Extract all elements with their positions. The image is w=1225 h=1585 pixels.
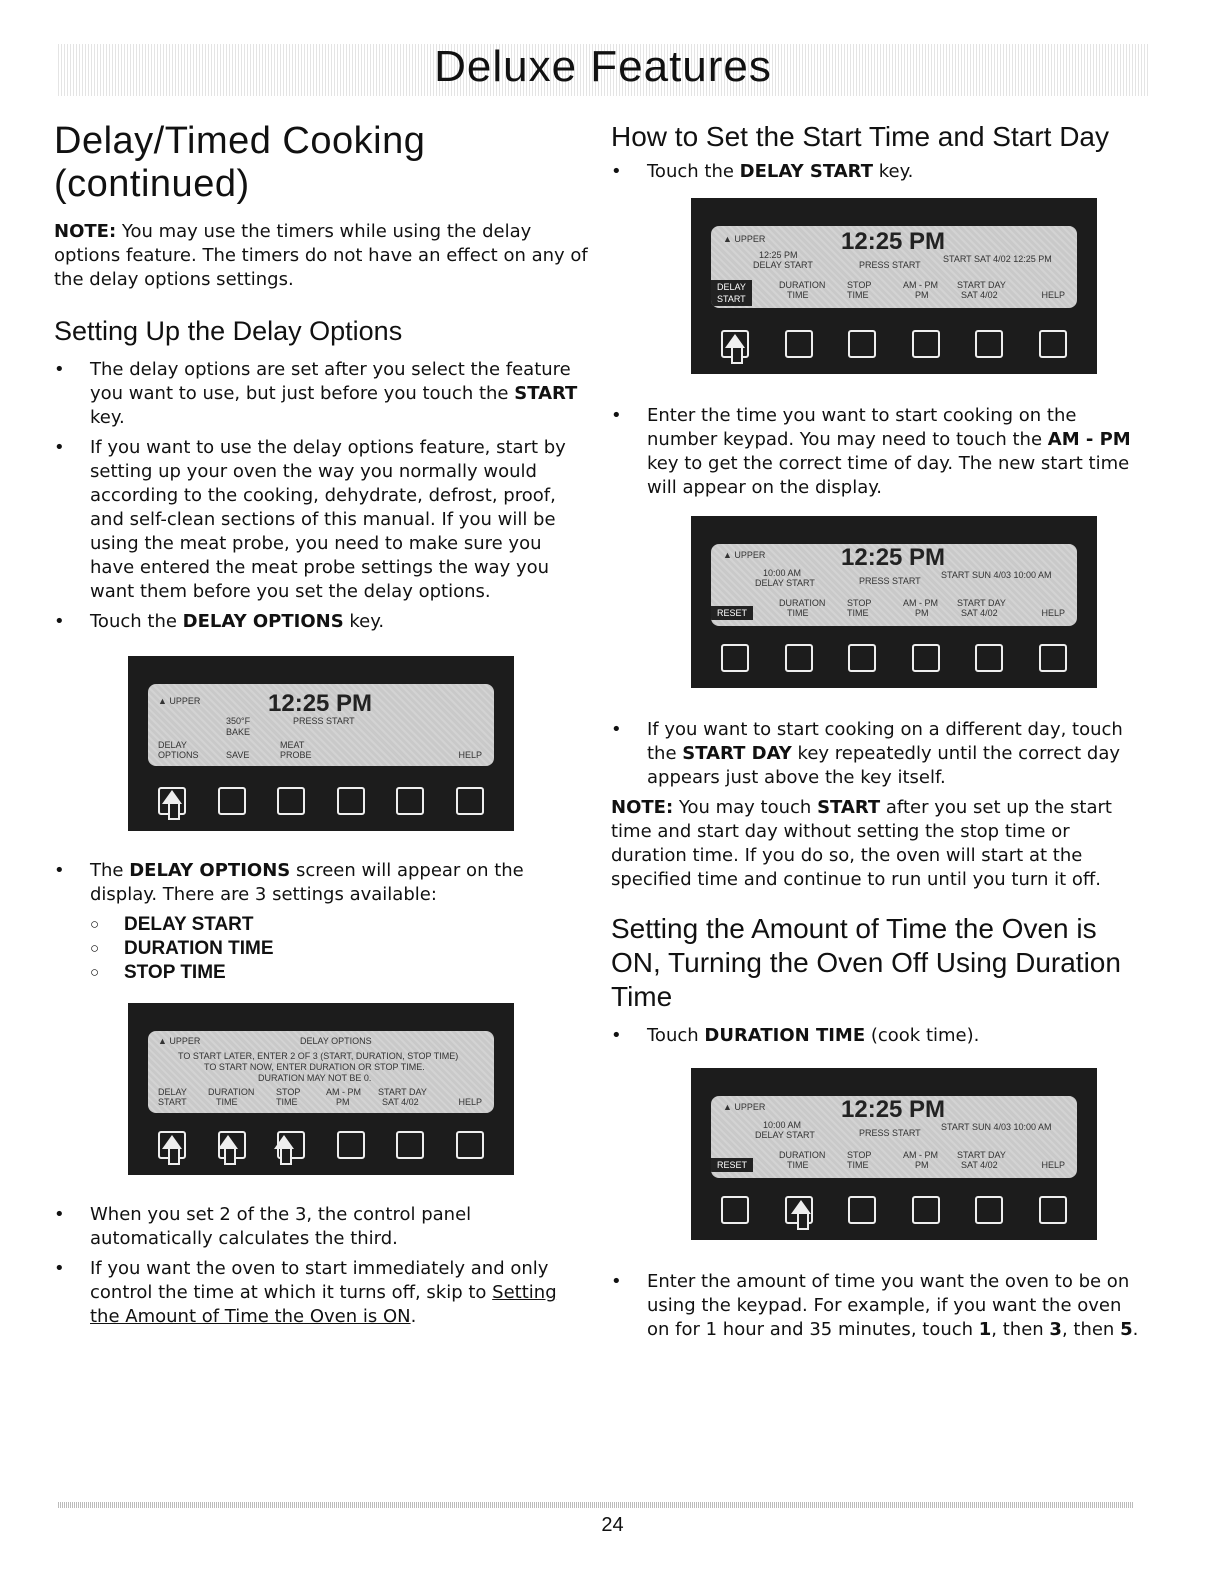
sub-stop-time: ○ STOP TIME [54, 961, 589, 985]
soft-key-1[interactable] [721, 644, 749, 672]
soft-key-6[interactable] [456, 787, 484, 815]
pointer-arrow-icon [218, 1135, 238, 1149]
bullet-3: • Touch the DELAY OPTIONS key. [54, 610, 589, 634]
right-column [611, 120, 1141, 1348]
bullet-6: • If you want the oven to start immediately and only control the time at which it turns off, skip to Setting the Amount of Time the Oven is ON. [54, 1257, 589, 1329]
note-paragraph: NOTE: You may use the timers while using the delay options feature. The timers do not have an effect on any of the delay options settings. [54, 221, 588, 290]
soft-key-4[interactable] [912, 330, 940, 358]
soft-key-5[interactable] [975, 644, 1003, 672]
page-banner [58, 44, 1148, 96]
left-column [54, 120, 589, 1335]
sub-duration-time: ○ DURATION TIME [54, 937, 589, 961]
lcd-screen: ▲ UPPER 12:25 PM 350°F BAKE PRESS START DELAY OPTIONS SAVE MEAT PROBE HELP [148, 684, 494, 766]
soft-key-2[interactable] [218, 787, 246, 815]
soft-key-2[interactable] [785, 330, 813, 358]
keypad-row [721, 1196, 1067, 1226]
soft-key-5[interactable] [396, 1131, 424, 1159]
soft-key-2[interactable] [785, 644, 813, 672]
display-start-time-entered [691, 516, 1097, 688]
keypad-row [158, 1131, 484, 1161]
bullet-r3: • If you want to start cooking on a different day, touch the START DAY key repeatedly until the correct day appears just above the key itself. [611, 718, 1141, 790]
soft-key-4[interactable] [337, 1131, 365, 1159]
keypad-row [158, 787, 484, 817]
lcd-screen: ▲ UPPER DELAY OPTIONS TO START LATER, ENTER 2 OF 3 (START, DURATION, STOP TIME) TO START NOW, ENTER DURATION OR STOP TIME. DURATION MAY NOT BE 0. DELAY START DURATION TIME STOP TIME AM - PM PM START DAY SAT 4/02 HELP [148, 1031, 494, 1113]
bullet-r5: • Enter the amount of time you want the oven to be on using the keypad. For example, if you want the oven on for 1 hour and 35 minutes, touch 1, then 3, then 5. [611, 1270, 1141, 1342]
left-title: Delay/Timed Cooking (continued) [54, 120, 426, 205]
banner-title: Deluxe Features [434, 42, 772, 91]
note-right: NOTE: You may touch START after you set up the start time and start day without setting the stop time or duration time. If you do so, the oven will start at the specified time and continue to run until you turn it off. [611, 797, 1112, 890]
soft-key-5[interactable] [975, 1196, 1003, 1224]
bullet-r4: • Touch DURATION TIME (cook time). [611, 1024, 1141, 1048]
pointer-arrow-icon [162, 1135, 182, 1149]
page-number: 24 [601, 1514, 624, 1536]
section-duration: Setting the Amount of Time the Oven is ON, Turning the Oven Off Using Duration Time [611, 913, 1121, 1012]
bullet-2: • If you want to use the delay options feature, start by setting up your oven the way you normally would according to the cooking, dehydrate, defrost, proof, and self-clean sections of this manual. If you will be using the meat probe, you need to make sure you have entered the meat probe settings the way you want them before you set the delay options. [54, 436, 589, 604]
keypad-row [721, 644, 1067, 674]
soft-key-3[interactable] [848, 1196, 876, 1224]
lcd-screen: ▲ UPPER 12:25 PM 10:00 AM DELAY START PRESS START START SUN 4/03 10:00 AM RESET DURATION TIME STOP TIME AM - PM PM START DAY SAT 4/02 HELP [711, 1096, 1077, 1178]
bullet-1: • The delay options are set after you select the feature you want to use, but just before you touch the START key. [54, 358, 589, 430]
section-setting-up: Setting Up the Delay Options [54, 316, 403, 346]
pointer-arrow-icon [274, 1135, 294, 1149]
display-duration-key [691, 1068, 1097, 1240]
soft-key-4[interactable] [912, 1196, 940, 1224]
soft-key-6[interactable] [1039, 644, 1067, 672]
soft-key-6[interactable] [456, 1131, 484, 1159]
link-setting-amount[interactable]: Setting the Amount of Time the Oven is ON [90, 1282, 557, 1327]
soft-key-5[interactable] [396, 787, 424, 815]
soft-key-3[interactable] [848, 644, 876, 672]
soft-key-4[interactable] [337, 787, 365, 815]
pointer-arrow-icon [725, 334, 745, 348]
bullet-4: • The DELAY OPTIONS screen will appear on the display. There are 3 settings available: [54, 859, 589, 907]
soft-key-6[interactable] [1039, 330, 1067, 358]
sub-delay-start: ○ DELAY START [54, 913, 589, 937]
footer-rule [58, 1502, 1134, 1508]
soft-key-6[interactable] [1039, 1196, 1067, 1224]
keypad-row [721, 330, 1067, 360]
bullet-r2: • Enter the time you want to start cooking on the number keypad. You may need to touch the AM - PM key to get the correct time of day. The new start time will appear on the display. [611, 404, 1141, 500]
lcd-screen: ▲ UPPER 12:25 PM 12:25 PM DELAY START PRESS START START SAT 4/02 12:25 PM DELAY START DURATION TIME STOP TIME AM - PM PM START DAY SAT 4/02 HELP [711, 226, 1077, 308]
soft-key-3[interactable] [848, 330, 876, 358]
bullet-r1: • Touch the DELAY START key. [611, 160, 1141, 184]
right-title: How to Set the Start Time and Start Day [611, 121, 1109, 152]
soft-key-4[interactable] [912, 644, 940, 672]
lcd-screen: ▲ UPPER 12:25 PM 10:00 AM DELAY START PRESS START START SUN 4/03 10:00 AM RESET DURATION TIME STOP TIME AM - PM PM START DAY SAT 4/02 HELP [711, 544, 1077, 626]
soft-key-3[interactable] [277, 787, 305, 815]
pointer-arrow-icon [162, 790, 182, 804]
soft-key-1[interactable] [721, 1196, 749, 1224]
display-delay-options-screen [128, 1003, 514, 1175]
display-delay-options-key [128, 656, 514, 831]
bullet-5: • When you set 2 of the 3, the control panel automatically calculates the third. [54, 1203, 589, 1251]
pointer-arrow-icon [791, 1200, 811, 1214]
soft-key-5[interactable] [975, 330, 1003, 358]
display-delay-start-key [691, 198, 1097, 374]
